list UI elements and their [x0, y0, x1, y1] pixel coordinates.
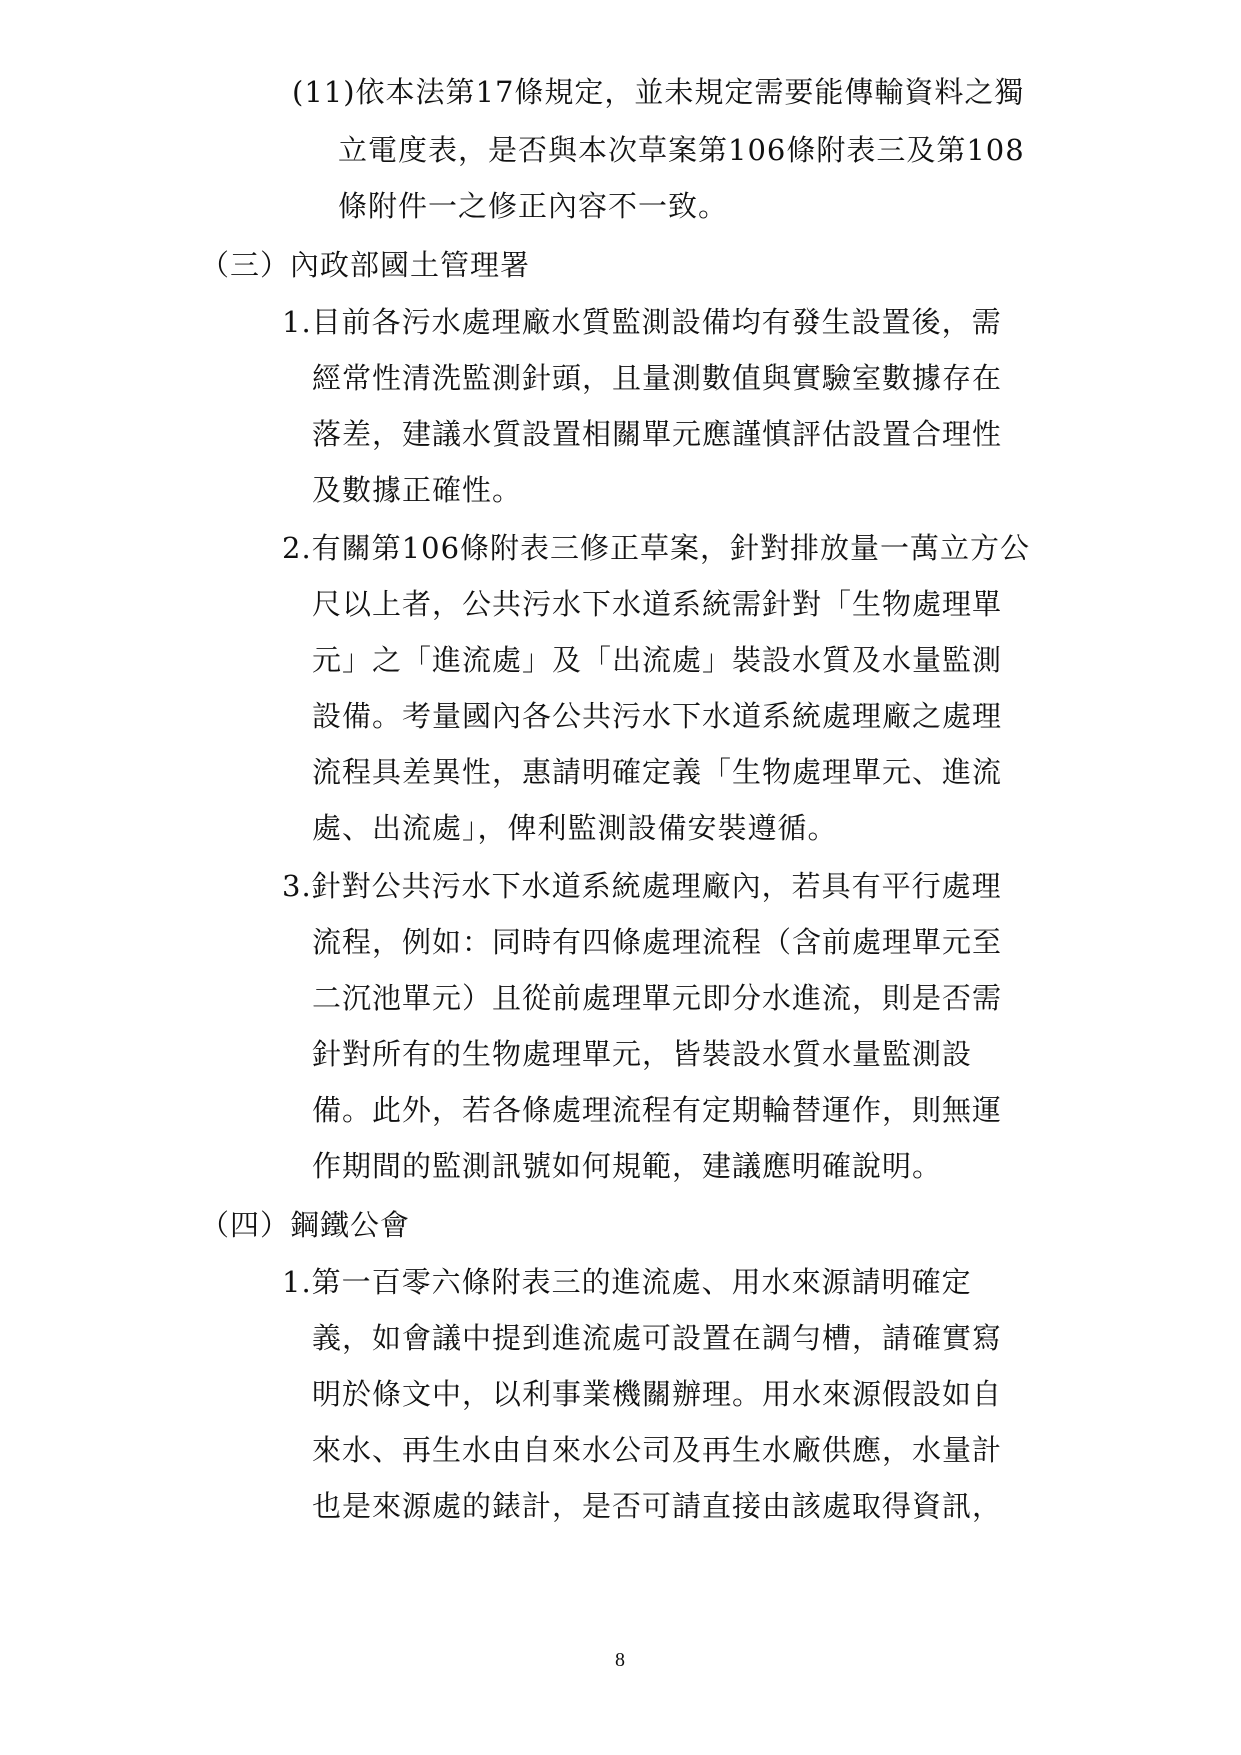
- text-line: 1.第一百零六條附表三的進流處、用水來源請明確定: [282, 1265, 972, 1299]
- text-line: 針對所有的生物處理單元，皆裝設水質水量監測設: [312, 1037, 973, 1071]
- text-line: 流程，例如：同時有四條處理流程（含前處理單元至: [312, 925, 1003, 959]
- text-line: 設備。考量國內各公共污水下水道系統處理廠之處理: [312, 699, 1003, 733]
- text-line: 二沉池單元）且從前處理單元即分水進流，則是否需: [312, 981, 1003, 1015]
- text-line: 來水、再生水由自來水公司及再生水廠供應，水量計: [312, 1433, 1003, 1467]
- text-line: 立電度表，是否與本次草案第106條附表三及第108: [338, 133, 1025, 167]
- section-heading: （三）內政部國土管理署: [200, 248, 531, 282]
- text-line: 3.針對公共污水下水道系統處理廠內，若具有平行處理: [282, 869, 1002, 903]
- text-line: 及數據正確性。: [312, 473, 523, 507]
- text-line: 義，如會議中提到進流處可設置在調勻槽，請確實寫: [312, 1321, 1003, 1355]
- text-line: 元」之「進流處」及「出流處」裝設水質及水量監測: [312, 643, 1003, 677]
- text-line: 明於條文中，以利事業機關辦理。用水來源假設如自: [312, 1377, 1003, 1411]
- text-line: 1.目前各污水處理廠水質監測設備均有發生設置後，需: [282, 305, 1002, 339]
- text-line: 2.有關第106條附表三修正草案，針對排放量一萬立方公: [282, 531, 1031, 565]
- text-line: 經常性清洗監測針頭，且量測數值與實驗室數據存在: [312, 361, 1003, 395]
- text-line: 也是來源處的錶計，是否可請直接由該處取得資訊，: [312, 1489, 1003, 1523]
- text-line: (11)依本法第17條規定，並未規定需要能傳輸資料之獨: [292, 75, 1025, 109]
- text-line: 作期間的監測訊號如何規範，建議應明確說明。: [312, 1149, 943, 1183]
- text-line: 落差，建議水質設置相關單元應謹慎評估設置合理性: [312, 417, 1003, 451]
- text-line: 備。此外，若各條處理流程有定期輪替運作，則無運: [312, 1093, 1003, 1127]
- text-line: 處、出流處」，俾利監測設備安裝遵循。: [312, 811, 838, 845]
- text-line: 尺以上者，公共污水下水道系統需針對「生物處理單: [312, 587, 1003, 621]
- text-line: 流程具差異性，惠請明確定義「生物處理單元、進流: [312, 755, 1003, 789]
- text-line: 條附件一之修正內容不一致。: [338, 189, 729, 223]
- page-number: 8: [615, 1649, 625, 1671]
- section-heading: （四）鋼鐵公會: [200, 1208, 411, 1242]
